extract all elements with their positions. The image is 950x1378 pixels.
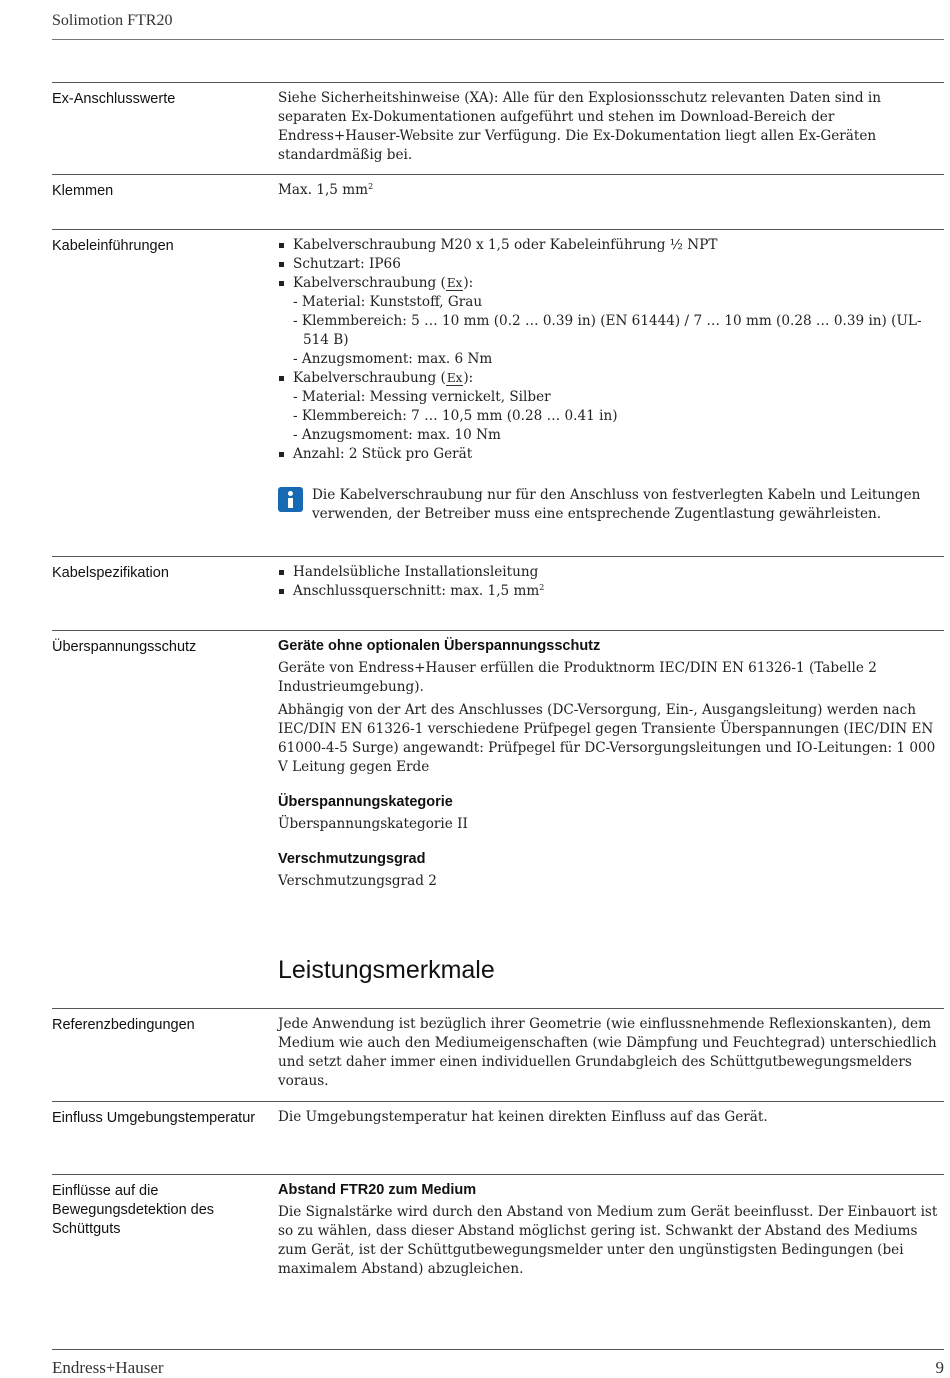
sub-item: - Klemmbereich: 5 … 10 mm (0.2 … 0.39 in) (EN 61444) / 7 … 10 mm (0.28 … 0.39 in) (UL-514 B) (293, 313, 922, 348)
superscript: 2 (368, 182, 374, 191)
list-item: Handelsübliche Installationsleitung (278, 563, 944, 582)
list-item: Kabelverschraubung M20 x 1,5 oder Kabeleinführung ½ NPT (278, 236, 944, 255)
subheading: Geräte ohne optionalen Überspannungsschutz (278, 638, 601, 654)
row-kabeleinfuehrungen (52, 229, 944, 522)
paragraph: Siehe Sicherheitshinweise (XA): Alle für den Explosionsschutz relevanten Daten sind in separaten Ex-Dokumentationen aufgeführt und stehen im Download-Bereich der Endress+Hauser-Website zur Verfügung. Die Ex-Dokumentation liegt allen Ex-Geräten standardmäßig bei. (278, 90, 881, 163)
row-klemmen (52, 174, 944, 199)
paragraph: Jede Anwendung ist bezüglich ihrer Geometrie (wie einflussnehmende Reflexionskanten), dem Medium wie auch den Mediumeigenschaften (wie Dämpfung und Feuchtegrad) unterschiedlich und setzt daher immer einen individuellen Grundabgleich des Schüttgutbewegungsmelders voraus. (278, 1016, 937, 1089)
row-ex-anschlusswerte (52, 82, 944, 163)
sub-list (293, 293, 944, 369)
ex-symbol-icon: Ex (446, 276, 463, 290)
list-item (278, 369, 944, 445)
sub-item: - Material: Messing vernickelt, Silber (293, 389, 551, 405)
section-title: Leistungsmerkmale (278, 956, 495, 984)
paragraph: Verschmutzungsgrad 2 (278, 873, 437, 889)
paragraph (278, 181, 944, 200)
row-label: Kabeleinführungen (52, 238, 174, 254)
paragraph: Überspannungskategorie II (278, 816, 468, 832)
sub-item: - Anzugsmoment: max. 10 Nm (293, 427, 501, 443)
bullet-list (278, 236, 944, 464)
item-text: Kabelverschraubung ( (293, 370, 446, 386)
list-item (278, 582, 944, 601)
subheading: Abstand FTR20 zum Medium (278, 1182, 477, 1198)
superscript: 2 (539, 583, 545, 592)
item-text: ): (463, 370, 474, 386)
row-ueberspannungsschutz (52, 630, 944, 889)
page-number: 9 (935, 1358, 944, 1377)
row-label: Klemmen (52, 183, 114, 199)
row-content (278, 637, 944, 895)
row-label: Einfluss Umgebungstemperatur (52, 1110, 256, 1126)
row-content (278, 1181, 944, 1283)
row-label: Einflüsse auf die Bewegungsdetektion des Schüttguts (52, 1183, 215, 1237)
paragraph: Geräte von Endress+Hauser erfüllen die Produktnorm IEC/DIN EN 61326-1 (Tabelle 2 Industrieumgebung). (278, 660, 877, 695)
bullet-list (278, 563, 944, 601)
item-text: Anschlussquerschnitt: max. 1,5 mm (293, 583, 540, 599)
running-header: Solimotion FTR20 (52, 12, 173, 29)
list-item: Anzahl: 2 Stück pro Gerät (278, 445, 944, 464)
row-kabelspezifikation (52, 556, 944, 599)
list-item: Schutzart: IP66 (278, 255, 944, 274)
row-label: Kabelspezifikation (52, 565, 169, 581)
note-text: Die Kabelverschraubung nur für den Anschluss von festverlegten Kabeln und Leitungen verwenden, der Betreiber muss eine entsprechende Zugentlastung gewährleisten. (312, 487, 921, 522)
row-content (278, 1108, 944, 1131)
item-text: ): (463, 275, 474, 291)
footer-brand: Endress+Hauser (52, 1358, 164, 1377)
paragraph: Die Signalstärke wird durch den Abstand von Medium zum Gerät beeinflusst. Der Einbauort ist so zu wählen, dass dieser Abstand möglichst gering ist. Schwankt der Abstand des Mediums zum Gerät, ist der Schüttgutbewegungsmelder unter den ungünstigsten Bedingungen (bei maximalem Abstand) abzugleichen. (278, 1204, 938, 1277)
sub-item: - Material: Kunststoff, Grau (293, 294, 483, 310)
list-item (278, 274, 944, 369)
row-content (278, 181, 944, 204)
ex-symbol-icon: Ex (446, 371, 463, 385)
item-text: Kabelverschraubung ( (293, 275, 446, 291)
row-label: Referenzbedingungen (52, 1017, 195, 1033)
footer-rule (52, 1349, 944, 1350)
subheading: Verschmutzungsgrad (278, 851, 426, 867)
row-label: Ex-Anschlusswerte (52, 91, 176, 107)
row-content (278, 236, 944, 524)
row-content (278, 89, 944, 169)
info-note (278, 486, 944, 524)
sub-list (293, 388, 944, 445)
row-label: Überspannungsschutz (52, 639, 197, 655)
row-content (278, 1015, 944, 1095)
row-referenzbedingungen (52, 1008, 944, 1089)
paragraph: Die Umgebungstemperatur hat keinen direkten Einfluss auf das Gerät. (278, 1109, 768, 1125)
row-einfluesse-schuettgut (52, 1174, 944, 1277)
subheading: Überspannungskategorie (278, 794, 453, 810)
value-text: Max. 1,5 mm (278, 182, 369, 198)
info-icon (278, 487, 303, 512)
sub-item: - Klemmbereich: 7 … 10,5 mm (0.28 … 0.41 in) (293, 408, 618, 424)
header-rule (52, 39, 944, 40)
row-content (278, 563, 944, 601)
row-einfluss-temperatur (52, 1101, 944, 1126)
paragraph: Abhängig von der Art des Anschlusses (DC-Versorgung, Ein-, Ausgangsleitung) werden nach IEC/DIN EN 61326-1 verschiedene Prüfpegel gegen Transiente Überspannungen (IEC/DIN EN 61000-4-5 Surge) angewandt: Prüfpegel für DC-Versorgungsleitungen und IO-Leitungen: 1 000 V Leitung gegen Erde (278, 702, 936, 775)
sub-item: - Anzugsmoment: max. 6 Nm (293, 351, 493, 367)
